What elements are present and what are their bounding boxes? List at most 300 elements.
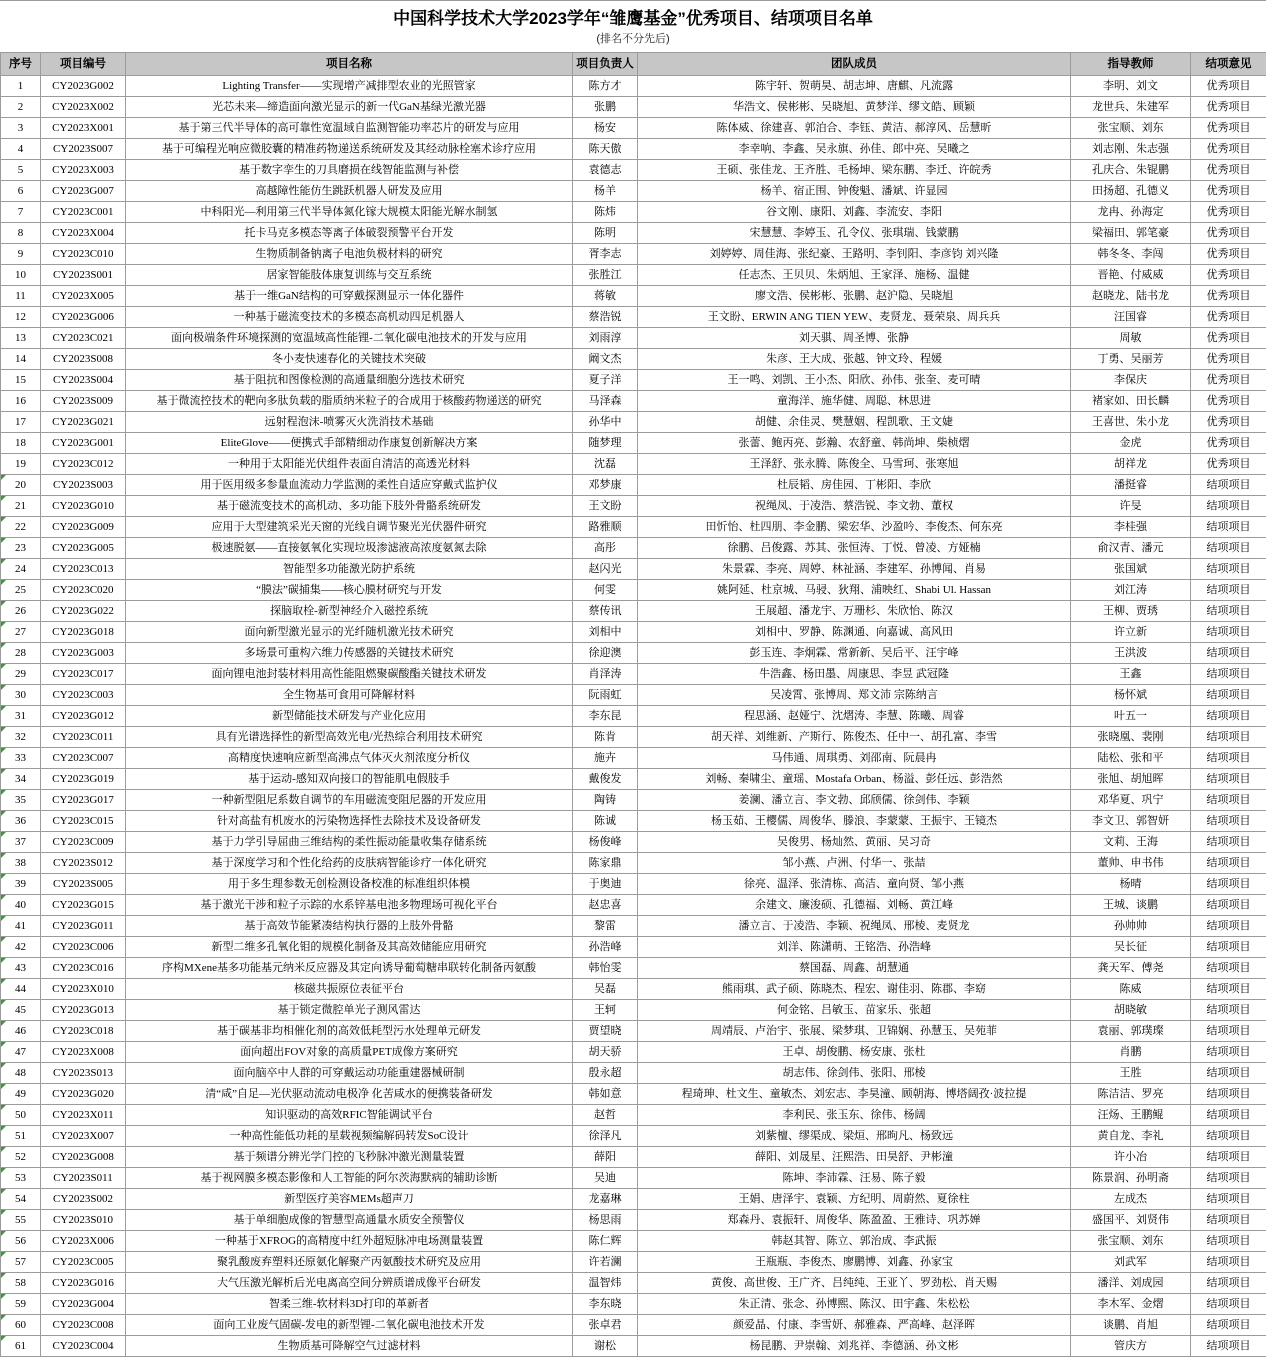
advisors-cell: 金虎: [1071, 433, 1191, 454]
leader-cell: 陈诚: [573, 811, 638, 832]
advisors-cell: 许小冶: [1071, 1147, 1191, 1168]
project-name-cell: 远射程泡沫-喷雾灭火洗消技术基础: [126, 412, 573, 433]
seq-cell: 22: [1, 517, 41, 538]
leader-cell: 何雯: [573, 580, 638, 601]
project-name-cell: 光芯未来—缔造面向激光显示的新一代GaN基绿光激光器: [126, 97, 573, 118]
project-name-cell: 基于可编程光响应微胶囊的精准药物递送系统研发及其经动脉栓塞术诊疗应用: [126, 139, 573, 160]
leader-cell: 邓梦康: [573, 475, 638, 496]
project-name-cell: 基于高效节能紧凑结构执行器的上肢外骨骼: [126, 916, 573, 937]
leader-cell: 许若澜: [573, 1252, 638, 1273]
status-cell: 优秀项目: [1191, 97, 1266, 118]
table-row: [1, 853, 1266, 874]
status-cell: 结项项目: [1191, 643, 1266, 664]
seq-cell: 18: [1, 433, 41, 454]
project-code-cell: CY2023X010: [41, 979, 126, 1000]
seq-cell: 12: [1, 307, 41, 328]
seq-cell: 3: [1, 118, 41, 139]
leader-cell: 王轲: [573, 1000, 638, 1021]
seq-cell: 5: [1, 160, 41, 181]
seq-cell: 27: [1, 622, 41, 643]
status-cell: 结项项目: [1191, 979, 1266, 1000]
project-name-cell: 序构MXene基多功能基元纳米反应器及其定向诱导葡萄糖串联转化制备丙氨酸: [126, 958, 573, 979]
table-row: [1, 1063, 1266, 1084]
seq-cell: 24: [1, 559, 41, 580]
project-code-cell: CY2023X005: [41, 286, 126, 307]
status-cell: 结项项目: [1191, 832, 1266, 853]
project-name-cell: 用于多生理参数无创检测设备校准的标准组织体模: [126, 874, 573, 895]
status-cell: 结项项目: [1191, 769, 1266, 790]
project-code-cell: CY2023C020: [41, 580, 126, 601]
advisors-cell: 俞汉青、潘元: [1071, 538, 1191, 559]
project-name-cell: 大气压激光解析后光电离高空间分辨质谱成像平台研发: [126, 1273, 573, 1294]
status-cell: 结项项目: [1191, 559, 1266, 580]
advisors-cell: 李明、刘文: [1071, 76, 1191, 97]
status-cell: 结项项目: [1191, 748, 1266, 769]
seq-cell: 2: [1, 97, 41, 118]
advisors-cell: 胡祥龙: [1071, 454, 1191, 475]
status-cell: 结项项目: [1191, 1273, 1266, 1294]
advisors-cell: 龙冉、孙海定: [1071, 202, 1191, 223]
project-name-cell: 聚乳酸废弃塑料还原氨化解聚产丙氨酸技术研究及应用: [126, 1252, 573, 1273]
leader-cell: 贾望晓: [573, 1021, 638, 1042]
members-cell: 刘相中、罗静、陈渊通、向嘉诚、高风田: [638, 622, 1071, 643]
advisors-cell: 杨怀斌: [1071, 685, 1191, 706]
status-cell: 结项项目: [1191, 916, 1266, 937]
table-row: [1, 160, 1266, 181]
leader-cell: 高彤: [573, 538, 638, 559]
table-row: [1, 1168, 1266, 1189]
advisors-cell: 孙帅帅: [1071, 916, 1191, 937]
members-cell: 熊雨琪、武子硕、陈晓杰、程宏、谢佳羽、陈郡、李窈: [638, 979, 1071, 1000]
project-code-cell: CY2023C010: [41, 244, 126, 265]
leader-cell: 施卉: [573, 748, 638, 769]
advisors-cell: 田扬超、孔德义: [1071, 181, 1191, 202]
status-cell: 结项项目: [1191, 727, 1266, 748]
projects-table: [0, 52, 1266, 1357]
leader-cell: 蒋敏: [573, 286, 638, 307]
advisors-cell: 张晓凰、裴刚: [1071, 727, 1191, 748]
seq-cell: 23: [1, 538, 41, 559]
leader-cell: 肖泽涛: [573, 664, 638, 685]
table-row: [1, 1294, 1266, 1315]
members-cell: 韩赵其智、陈立、郭治成、李武振: [638, 1231, 1071, 1252]
status-cell: 结项项目: [1191, 1336, 1266, 1357]
project-name-cell: 生物质基可降解空气过滤材料: [126, 1336, 573, 1357]
leader-cell: 胡天骄: [573, 1042, 638, 1063]
project-code-cell: CY2023C016: [41, 958, 126, 979]
table-row: [1, 307, 1266, 328]
project-name-cell: 新型医疗美容MEMs超声刀: [126, 1189, 573, 1210]
project-code-cell: CY2023G020: [41, 1084, 126, 1105]
status-cell: 结项项目: [1191, 1105, 1266, 1126]
advisors-cell: 韩冬冬、李闯: [1071, 244, 1191, 265]
project-code-cell: CY2023S007: [41, 139, 126, 160]
status-cell: 优秀项目: [1191, 181, 1266, 202]
project-name-cell: 基于磁流变技术的高机动、多功能下肢外骨骼系统研发: [126, 496, 573, 517]
seq-cell: 51: [1, 1126, 41, 1147]
table-row: [1, 874, 1266, 895]
status-cell: 结项项目: [1191, 1252, 1266, 1273]
members-cell: 王卓、胡俊鹏、杨安康、张杜: [638, 1042, 1071, 1063]
project-name-cell: 核磁共振原位表征平台: [126, 979, 573, 1000]
status-cell: 优秀项目: [1191, 265, 1266, 286]
leader-cell: 夏子洋: [573, 370, 638, 391]
table-row: [1, 538, 1266, 559]
status-cell: 优秀项目: [1191, 286, 1266, 307]
leader-cell: 蔡传讯: [573, 601, 638, 622]
project-code-cell: CY2023G002: [41, 76, 126, 97]
advisors-cell: 王喜世、朱小龙: [1071, 412, 1191, 433]
table-row: [1, 643, 1266, 664]
seq-cell: 52: [1, 1147, 41, 1168]
members-cell: 刘天骐、周圣博、张静: [638, 328, 1071, 349]
project-name-cell: 高精度快速响应新型高沸点气体灭火剂浓度分析仪: [126, 748, 573, 769]
project-code-cell: CY2023S013: [41, 1063, 126, 1084]
members-cell: 王硕、张佳龙、王齐胜、毛杨坤、梁东鹏、李迁、许皖秀: [638, 160, 1071, 181]
project-code-cell: CY2023S012: [41, 853, 126, 874]
members-cell: 杜辰韬、房佳园、丁彬阳、李欣: [638, 475, 1071, 496]
table-row: [1, 1252, 1266, 1273]
project-name-cell: 新型二维多孔氧化钼的规模化制备及其高效储能应用研究: [126, 937, 573, 958]
project-name-cell: 针对高盐有机废水的污染物选择性去除技术及设备研发: [126, 811, 573, 832]
status-cell: 结项项目: [1191, 895, 1266, 916]
column-header-advisors: 指导教师: [1071, 53, 1191, 76]
table-row: [1, 97, 1266, 118]
advisors-cell: 潘洋、刘成园: [1071, 1273, 1191, 1294]
seq-cell: 38: [1, 853, 41, 874]
leader-cell: 赵闪光: [573, 559, 638, 580]
project-name-cell: 用于医用级多参量血流动力学监测的柔性自适应穿戴式监护仪: [126, 475, 573, 496]
members-cell: 胡天祥、刘维新、产斯行、陈俊杰、任中一、胡孔富、李雪: [638, 727, 1071, 748]
project-code-cell: CY2023G021: [41, 412, 126, 433]
seq-cell: 57: [1, 1252, 41, 1273]
status-cell: 优秀项目: [1191, 244, 1266, 265]
project-name-cell: 中科阳光—利用第三代半导体氮化镓大规模太阳能光解水制氢: [126, 202, 573, 223]
leader-cell: 蔡浩锐: [573, 307, 638, 328]
project-code-cell: CY2023C015: [41, 811, 126, 832]
project-code-cell: CY2023G005: [41, 538, 126, 559]
members-cell: 陈宇轩、贺萌昊、胡志坤、唐麒、凡流露: [638, 76, 1071, 97]
seq-cell: 54: [1, 1189, 41, 1210]
project-code-cell: CY2023X007: [41, 1126, 126, 1147]
project-code-cell: CY2023C006: [41, 937, 126, 958]
leader-cell: 赵忠喜: [573, 895, 638, 916]
project-name-cell: 新型储能技术研发与产业化应用: [126, 706, 573, 727]
members-cell: 朱正清、张念、孙博熙、陈汉、田宇鑫、朱松松: [638, 1294, 1071, 1315]
project-code-cell: CY2023C013: [41, 559, 126, 580]
table-row: [1, 979, 1266, 1000]
advisors-cell: 赵晓龙、陆书龙: [1071, 286, 1191, 307]
project-name-cell: Lighting Transfer——实现增产减排型农业的光照管家: [126, 76, 573, 97]
project-code-cell: CY2023C004: [41, 1336, 126, 1357]
seq-cell: 33: [1, 748, 41, 769]
project-name-cell: 多场景可重构六维力传感器的关键技术研究: [126, 643, 573, 664]
seq-cell: 47: [1, 1042, 41, 1063]
project-code-cell: CY2023X002: [41, 97, 126, 118]
leader-cell: 袁德志: [573, 160, 638, 181]
column-header-leader: 项目负责人: [573, 53, 638, 76]
leader-cell: 杨俊峰: [573, 832, 638, 853]
project-name-cell: 面向锂电池封装材料用高性能阻燃聚碳酸酯关键技术研发: [126, 664, 573, 685]
project-name-cell: 基于深度学习和个性化给药的皮肤病智能诊疗一体化研究: [126, 853, 573, 874]
table-row: [1, 685, 1266, 706]
status-cell: 结项项目: [1191, 496, 1266, 517]
seq-cell: 56: [1, 1231, 41, 1252]
seq-cell: 34: [1, 769, 41, 790]
project-code-cell: CY2023G022: [41, 601, 126, 622]
project-code-cell: CY2023X001: [41, 118, 126, 139]
seq-cell: 17: [1, 412, 41, 433]
leader-cell: 陈炜: [573, 202, 638, 223]
table-row: [1, 244, 1266, 265]
project-name-cell: 基于锁定微腔单光子测风雷达: [126, 1000, 573, 1021]
project-code-cell: CY2023C007: [41, 748, 126, 769]
members-cell: 程思涵、赵娅宁、沈熠涛、李慧、陈曦、周睿: [638, 706, 1071, 727]
table-row: [1, 265, 1266, 286]
advisors-cell: 王胜: [1071, 1063, 1191, 1084]
status-cell: 结项项目: [1191, 1042, 1266, 1063]
project-name-cell: 一种基于磁流变技术的多模态高机动四足机器人: [126, 307, 573, 328]
advisors-cell: 盛国平、刘贤伟: [1071, 1210, 1191, 1231]
members-cell: 谷文刚、康阳、刘鑫、李流安、李阳: [638, 202, 1071, 223]
advisors-cell: 李桂强: [1071, 517, 1191, 538]
leader-cell: 杨羊: [573, 181, 638, 202]
advisors-cell: 陈威: [1071, 979, 1191, 1000]
leader-cell: 阚文杰: [573, 349, 638, 370]
leader-cell: 张胜江: [573, 265, 638, 286]
project-code-cell: CY2023G003: [41, 643, 126, 664]
seq-cell: 58: [1, 1273, 41, 1294]
members-cell: 陈体威、徐建喜、郭泊合、李钰、黄洁、郝淳风、岳慧昕: [638, 118, 1071, 139]
column-header-project-code: 项目编号: [41, 53, 126, 76]
advisors-cell: 管庆方: [1071, 1336, 1191, 1357]
leader-cell: 李东昆: [573, 706, 638, 727]
table-row: [1, 433, 1266, 454]
project-name-cell: 基于激光干涉和粒子示踪的水系锌基电池多物理场可视化平台: [126, 895, 573, 916]
table-row: [1, 1021, 1266, 1042]
project-name-cell: 基于第三代半导体的高可靠性宽温域自监测智能功率芯片的研发与应用: [126, 118, 573, 139]
members-cell: 余建文、廉浚硕、孔德福、刘畅、黄江峰: [638, 895, 1071, 916]
table-body: [1, 76, 1266, 1357]
members-cell: 杨玉茹、王樱儒、周俊华、滕浪、李蒙蒙、王振宇、王镜杰: [638, 811, 1071, 832]
table-row: [1, 223, 1266, 244]
seq-cell: 41: [1, 916, 41, 937]
project-name-cell: 智能型多功能激光防护系统: [126, 559, 573, 580]
project-name-cell: 托卡马克多模态等离子体破裂预警平台开发: [126, 223, 573, 244]
leader-cell: 王文盼: [573, 496, 638, 517]
table-row: [1, 622, 1266, 643]
project-code-cell: CY2023C005: [41, 1252, 126, 1273]
leader-cell: 刘相中: [573, 622, 638, 643]
project-code-cell: CY2023G009: [41, 517, 126, 538]
status-cell: 优秀项目: [1191, 433, 1266, 454]
leader-cell: 张卓君: [573, 1315, 638, 1336]
members-cell: 王瓶瓶、李俊杰、廖鹏博、刘鑫、孙家宝: [638, 1252, 1071, 1273]
project-name-cell: 冬小麦快速春化的关键技术突破: [126, 349, 573, 370]
advisors-cell: 袁丽、郭璞璨: [1071, 1021, 1191, 1042]
project-code-cell: CY2023X004: [41, 223, 126, 244]
status-cell: 结项项目: [1191, 475, 1266, 496]
advisors-cell: 张国斌: [1071, 559, 1191, 580]
seq-cell: 46: [1, 1021, 41, 1042]
project-code-cell: CY2023C001: [41, 202, 126, 223]
advisors-cell: 肖鹏: [1071, 1042, 1191, 1063]
seq-cell: 36: [1, 811, 41, 832]
advisors-cell: 许立新: [1071, 622, 1191, 643]
table-row: [1, 328, 1266, 349]
seq-cell: 35: [1, 790, 41, 811]
project-name-cell: 居家智能肢体康复训练与交互系统: [126, 265, 573, 286]
leader-cell: 孙华中: [573, 412, 638, 433]
project-name-cell: 基于数字孪生的刀具磨损在线智能监测与补偿: [126, 160, 573, 181]
advisors-cell: 左成杰: [1071, 1189, 1191, 1210]
advisors-cell: 邓华夏、巩宁: [1071, 790, 1191, 811]
column-header-members: 团队成员: [638, 53, 1071, 76]
table-row: [1, 517, 1266, 538]
project-name-cell: 生物质制备钠离子电池负极材料的研究: [126, 244, 573, 265]
project-code-cell: CY2023C018: [41, 1021, 126, 1042]
project-name-cell: 全生物基可食用可降解材料: [126, 685, 573, 706]
status-cell: 结项项目: [1191, 580, 1266, 601]
project-code-cell: CY2023S011: [41, 1168, 126, 1189]
project-name-cell: 基于运动-感知双向接口的智能肌电假肢手: [126, 769, 573, 790]
advisors-cell: 李文卫、郭智妍: [1071, 811, 1191, 832]
members-cell: 刘紫檀、缪渠成、梁烜、邢昫凡、杨致远: [638, 1126, 1071, 1147]
status-cell: 结项项目: [1191, 1000, 1266, 1021]
project-code-cell: CY2023G008: [41, 1147, 126, 1168]
leader-cell: 陶铸: [573, 790, 638, 811]
seq-cell: 13: [1, 328, 41, 349]
project-code-cell: CY2023C008: [41, 1315, 126, 1336]
advisors-cell: 张宝顺、刘东: [1071, 1231, 1191, 1252]
table-row: [1, 1210, 1266, 1231]
table-row: [1, 580, 1266, 601]
advisors-cell: 龚天军、傅尧: [1071, 958, 1191, 979]
seq-cell: 60: [1, 1315, 41, 1336]
table-row: [1, 286, 1266, 307]
members-cell: 刘洋、陈潇萌、王铭浩、孙浩峰: [638, 937, 1071, 958]
table-row: [1, 664, 1266, 685]
seq-cell: 4: [1, 139, 41, 160]
leader-cell: 于奥迪: [573, 874, 638, 895]
project-name-cell: 基于单细胞成像的智慧型高通量水质安全预警仪: [126, 1210, 573, 1231]
project-code-cell: CY2023X006: [41, 1231, 126, 1252]
advisors-cell: 汪国睿: [1071, 307, 1191, 328]
seq-cell: 31: [1, 706, 41, 727]
table-row: [1, 1147, 1266, 1168]
members-cell: 马伟通、周琪勇、刘邵南、阮晨冉: [638, 748, 1071, 769]
table-row: [1, 454, 1266, 475]
status-cell: 结项项目: [1191, 1231, 1266, 1252]
leader-cell: 赵哲: [573, 1105, 638, 1126]
table-row: [1, 1126, 1266, 1147]
project-name-cell: 基于一维GaN结构的可穿戴探测显示一体化器件: [126, 286, 573, 307]
seq-cell: 42: [1, 937, 41, 958]
advisors-cell: 汪炀、王鹏鲲: [1071, 1105, 1191, 1126]
status-cell: 结项项目: [1191, 874, 1266, 895]
project-name-cell: 智柔三维-软材料3D打印的革新者: [126, 1294, 573, 1315]
table-row: [1, 391, 1266, 412]
leader-cell: 韩如意: [573, 1084, 638, 1105]
members-cell: 潘立言、于凌浩、李颖、祝绳凤、邢棱、麦贤龙: [638, 916, 1071, 937]
project-code-cell: CY2023G007: [41, 181, 126, 202]
project-name-cell: “膜法”碳捕集——核心膜材研究与开发: [126, 580, 573, 601]
members-cell: 李幸响、李鑫、吴永旗、孙佳、郎中亮、吴曦之: [638, 139, 1071, 160]
project-code-cell: CY2023X008: [41, 1042, 126, 1063]
table-row: [1, 832, 1266, 853]
status-cell: 结项项目: [1191, 811, 1266, 832]
leader-cell: 杨安: [573, 118, 638, 139]
project-code-cell: CY2023C011: [41, 727, 126, 748]
members-cell: 周靖辰、卢治宇、张展、梁梦琪、卫锦娴、孙慧玉、吴苑菲: [638, 1021, 1071, 1042]
table-row: [1, 1273, 1266, 1294]
seq-cell: 20: [1, 475, 41, 496]
column-header-status: 结项意见: [1191, 53, 1266, 76]
status-cell: 结项项目: [1191, 538, 1266, 559]
status-cell: 优秀项目: [1191, 391, 1266, 412]
leader-cell: 张鹏: [573, 97, 638, 118]
status-cell: 优秀项目: [1191, 412, 1266, 433]
seq-cell: 45: [1, 1000, 41, 1021]
members-cell: 王娟、唐泽宇、袁颖、方纪明、周蔚然、夏徐柱: [638, 1189, 1071, 1210]
project-name-cell: 基于频谱分辨光学门控的飞秒脉冲激光测量装置: [126, 1147, 573, 1168]
members-cell: 胡健、余佳灵、樊慧姻、程凯歌、王文婕: [638, 412, 1071, 433]
seq-cell: 50: [1, 1105, 41, 1126]
leader-cell: 陈肯: [573, 727, 638, 748]
project-name-cell: 具有光谱选择性的新型高效光电/光热综合利用技术研究: [126, 727, 573, 748]
members-cell: 朱景霖、李亮、周婷、林祉涵、李建军、孙博闻、肖易: [638, 559, 1071, 580]
seq-cell: 49: [1, 1084, 41, 1105]
members-cell: 吴凌霄、张博周、郑文沛 宗陈纳言: [638, 685, 1071, 706]
members-cell: 朱彦、王大成、张越、钟文玲、程媛: [638, 349, 1071, 370]
advisors-cell: 陈景润、孙明斋: [1071, 1168, 1191, 1189]
table-row: [1, 349, 1266, 370]
project-code-cell: CY2023G018: [41, 622, 126, 643]
members-cell: 田忻怡、杜四朋、李金鹏、梁宏华、沙盈吟、李俊杰、何东亮: [638, 517, 1071, 538]
members-cell: 蔡国磊、周鑫、胡慧通: [638, 958, 1071, 979]
table-row: [1, 76, 1266, 97]
advisors-cell: 李保庆: [1071, 370, 1191, 391]
project-name-cell: 基于视网膜多模态影像和人工智能的阿尔茨海默病的辅助诊断: [126, 1168, 573, 1189]
table-row: [1, 958, 1266, 979]
leader-cell: 黎雷: [573, 916, 638, 937]
project-name-cell: 基于微流控技术的靶向多肽负载的脂质纳米粒子的合成用于核酸药物递送的研究: [126, 391, 573, 412]
table-row: [1, 475, 1266, 496]
members-cell: 童海洋、施华健、周聪、林思进: [638, 391, 1071, 412]
leader-cell: 陈明: [573, 223, 638, 244]
title-block: [0, 1, 1266, 52]
advisors-cell: 梁福田、郭笔豪: [1071, 223, 1191, 244]
advisors-cell: 李木军、金熠: [1071, 1294, 1191, 1315]
project-code-cell: CY2023S002: [41, 1189, 126, 1210]
status-cell: 优秀项目: [1191, 223, 1266, 244]
seq-cell: 11: [1, 286, 41, 307]
status-cell: 结项项目: [1191, 1021, 1266, 1042]
status-cell: 优秀项目: [1191, 328, 1266, 349]
seq-cell: 7: [1, 202, 41, 223]
project-code-cell: CY2023G011: [41, 916, 126, 937]
seq-cell: 40: [1, 895, 41, 916]
project-name-cell: 基于阻抗和图像检测的高通量细胞分选技术研究: [126, 370, 573, 391]
project-name-cell: 面向脑卒中人群的可穿戴运动功能重建器械研制: [126, 1063, 573, 1084]
project-name-cell: 面向超出FOV对象的高质量PET成像方案研究: [126, 1042, 573, 1063]
project-code-cell: CY2023S004: [41, 370, 126, 391]
advisors-cell: 陆松、张和平: [1071, 748, 1191, 769]
members-cell: 薛阳、刘晟星、汪熙浩、田昊舒、尹彬潼: [638, 1147, 1071, 1168]
table-row: [1, 1189, 1266, 1210]
leader-cell: 李东晓: [573, 1294, 638, 1315]
leader-cell: 陈方才: [573, 76, 638, 97]
